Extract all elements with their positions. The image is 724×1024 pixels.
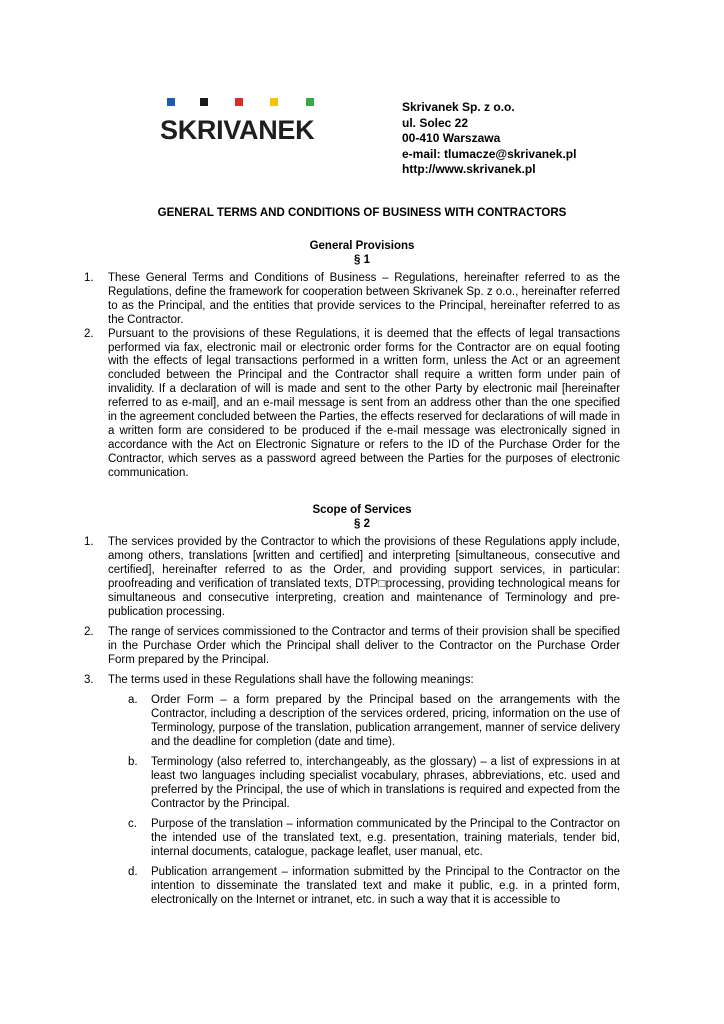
sub-list-item	[128, 818, 620, 860]
document-title: GENERAL TERMS AND CONDITIONS OF BUSINESS WITH CONTRACTORS	[157, 207, 567, 219]
sub-item-letter: d.	[128, 866, 138, 878]
item-number: 1.	[84, 272, 94, 284]
definition-item-b	[128, 756, 620, 812]
section-number: § 1	[354, 254, 370, 266]
logo-dot-green	[306, 98, 314, 106]
list-item	[84, 626, 620, 668]
logo-color-dots	[160, 98, 322, 108]
logo-dot-red	[235, 98, 243, 106]
street-address: ul. Solec 22	[402, 115, 469, 130]
sub-list-item	[128, 694, 620, 750]
section2-list-continued	[84, 626, 620, 668]
logo-dot-blue	[167, 98, 175, 106]
list-item	[84, 536, 620, 619]
logo-wordmark: SKRIVANEK	[160, 115, 315, 145]
section-title: General Provisions	[309, 240, 415, 252]
sub-list-item	[128, 756, 620, 812]
website-link[interactable]: http://www.skrivanek.pl	[402, 162, 536, 176]
item-text: Pursuant to the provisions of these Regulations, it is deemed that the effects of legal transactions performed via fax, electronic mail or electronic order forms for the Contractor are on equal footing with the effects of legal transactions performed in a written form, unless the Act or an agreement concluded between the Principal and the Contractor shall require a written form under pain of invalidity. If a declaration of will is made and sent to the other Party by electronic mail [hereinafter referred to as e-mail], and an e-mail message is sent from an address other than the one specified in the agreement concluded between the Parties, the effects reserved for declarations of will made in a written form are considered to be produced if the e-mail message was electronically signed in accordance with the Act on Electronic Signature or refers to the ID of the Purchase Order for the Contractor, which serves as a password agreed between the Parties for the purposes of electronic communication.	[108, 327, 620, 479]
item-text: The terms used in these Regulations shall have the following meanings:	[108, 674, 474, 686]
sub-item-text: Purpose of the translation – information communicated by the Principal to the Contractor on the intended use of the translated text, e.g. presentation, training materials, tender bid, internal documents, catalogue, package leaflet, user manual, etc.	[151, 818, 620, 858]
sub-item-text: Order Form – a form prepared by the Principal based on the arrangements with the Contractor, including a description of the services ordered, pricing, information on the use of Terminology, purpose of the translation, publication arrangement, manner of service delivery and the deadline for completion (date and time).	[151, 694, 620, 748]
definition-item-c	[128, 818, 620, 860]
item-number: 2.	[84, 327, 94, 340]
definition-item-a	[128, 694, 620, 750]
email-address[interactable]: e-mail: tlumacze@skrivanek.pl	[402, 146, 577, 161]
sub-item-letter: a.	[128, 694, 138, 706]
definition-item-d	[128, 866, 620, 908]
sub-item-text: Terminology (also referred to, interchangeably, as the glossary) – a list of expressions in at least two languages including specialist vocabulary, phrases, abbreviations, etc. used and preferred by the Principal, the use of which in translations is required and expected from the Contractor by the Principal.	[151, 756, 620, 810]
section2-list-item3	[84, 674, 620, 688]
section1-list	[84, 272, 620, 481]
list-item	[84, 674, 620, 688]
sub-item-text: Publication arrangement – information submitted by the Principal to the Contractor on the intention to disseminate the translated text and make it public, e.g. in a printed form, electronically on the Internet or intranet, etc. in such a way that it is accessible to	[151, 866, 620, 906]
item-text: These General Terms and Conditions of Business – Regulations, hereinafter referred to as the Regulations, define the framework for cooperation between Skrivanek Sp. z o.o., hereinafter referred to as the Principal, and the entities that provide services to the Principal, hereinafter referred to as the Contractor.	[108, 272, 620, 326]
item-number: 3.	[84, 674, 94, 686]
list-item	[84, 272, 620, 328]
item-number: 2.	[84, 626, 94, 638]
logo-dot-yellow	[270, 98, 278, 106]
item-number: 1.	[84, 536, 94, 548]
list-item	[84, 328, 620, 481]
section-heading-general-provisions	[0, 239, 724, 267]
item-text: The services provided by the Contractor to which the provisions of these Regulations apply include, among others, translations [written and certified] and interpreting [simultaneous, consecutive and certified], hereinafter referred to as the Order, and providing support services, in particular: proofreading and verification of translated texts, DTP□processing, providing technological means for simultaneous and consecutive interpreting, creation and maintenance of Terminology and pre-publication processing.	[108, 536, 620, 618]
section-title: Scope of Services	[312, 504, 412, 516]
sub-item-letter: c.	[128, 818, 137, 830]
section2-list	[84, 536, 620, 619]
city-address: 00-410 Warszawa	[402, 131, 501, 145]
item-text: The range of services commissioned to the Contractor and terms of their provision shall be specified in the Purchase Order which the Principal shall deliver to the Contractor on the Purchase Order Form prepared by the Principal.	[108, 626, 620, 666]
company-name: Skrivanek Sp. z o.o.	[402, 100, 515, 114]
sub-list-item	[128, 866, 620, 908]
section-heading-scope-of-services	[0, 503, 724, 531]
company-logo	[160, 98, 322, 146]
company-address	[402, 100, 576, 178]
sub-item-letter: b.	[128, 756, 138, 768]
section-number: § 2	[354, 518, 370, 530]
logo-dot-black	[200, 98, 208, 106]
